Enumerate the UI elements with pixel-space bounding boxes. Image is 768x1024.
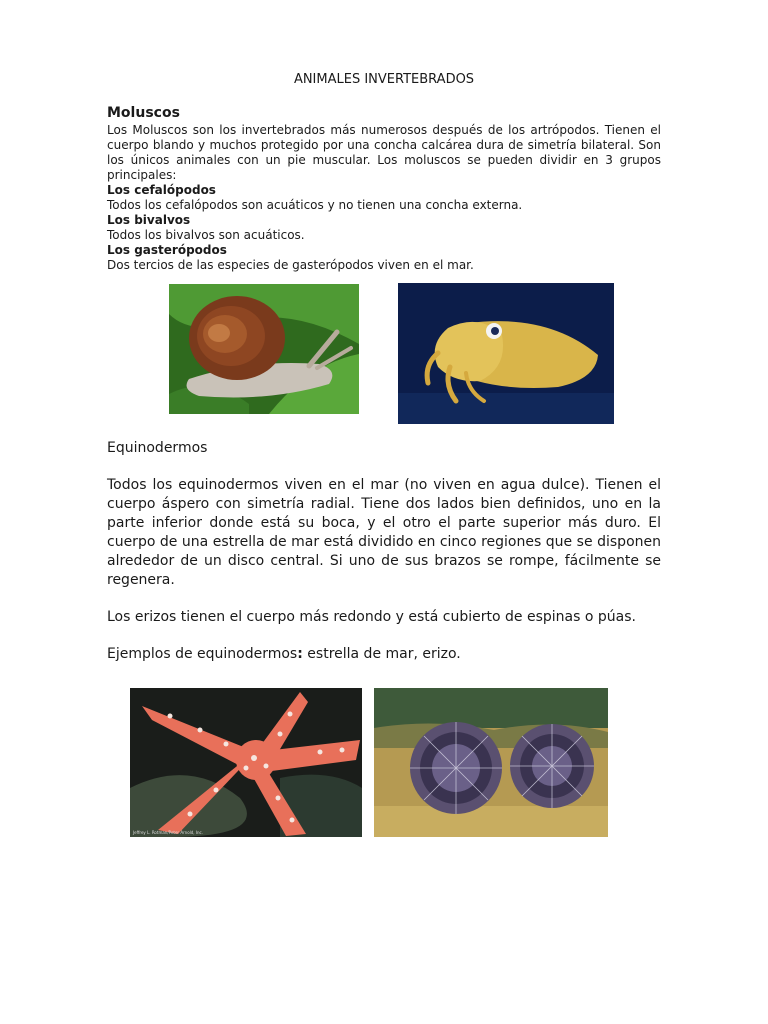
equinodermos-heading: Equinodermos	[107, 440, 208, 456]
group-heading-bivalvos: Los bivalvos	[107, 213, 191, 227]
group-heading-gasteropodos: Los gasterópodos	[107, 243, 227, 257]
starfish-photo-credit: Jeffrey L. Rotman/Peter Arnold, Inc.	[133, 830, 204, 835]
snail-photo	[169, 284, 359, 414]
examples-colon: :	[297, 646, 303, 662]
group-text-bivalvos: Todos los bivalvos son acuáticos.	[107, 228, 305, 242]
moluscos-section	[107, 105, 661, 273]
moluscos-intro: Los Moluscos son los invertebrados más numerosos después de los artrópodos. Tienen el cuerpo blando y muchos protegido por una concha calcárea dura de simetría bilateral. Son los únicos animales con un pie muscular. Los moluscos se pueden dividir en 3 grupos principales:	[107, 123, 661, 182]
group-heading-cefalopodos: Los cefalópodos	[107, 183, 216, 197]
moluscos-heading: Moluscos	[107, 105, 180, 121]
examples-label: Ejemplos de equinodermos	[107, 646, 298, 662]
sea-urchin-photo	[374, 688, 608, 837]
equinodermos-section	[107, 439, 661, 682]
cuttlefish-photo	[398, 283, 614, 424]
examples-text: estrella de mar, erizo.	[302, 646, 461, 662]
equinodermos-paragraph-1: Todos los equinodermos viven en el mar (no viven en agua dulce). Tienen el cuerpo áspero con simetría radial. Tiene dos lados bien definidos, uno en la parte inferior donde está su boca, y el otro el parte superior más duro. El cuerpo de una estrella de mar está dividido en cinco regiones que se disponen alrededor de un disco central. Si uno de sus brazos se rompe, fácilmente se regenera.	[107, 477, 661, 588]
equinodermos-paragraph-2: Los erizos tienen el cuerpo más redondo y está cubierto de espinas o púas.	[107, 609, 636, 625]
group-text-cefalopodos: Todos los cefalópodos son acuáticos y no tienen una concha externa.	[107, 198, 523, 212]
group-text-gasteropodos: Dos tercios de las especies de gasterópodos viven en el mar.	[107, 258, 474, 272]
equinodermos-examples	[107, 645, 661, 664]
page-title: ANIMALES INVERTEBRADOS	[293, 72, 475, 87]
starfish-photo	[130, 688, 362, 837]
